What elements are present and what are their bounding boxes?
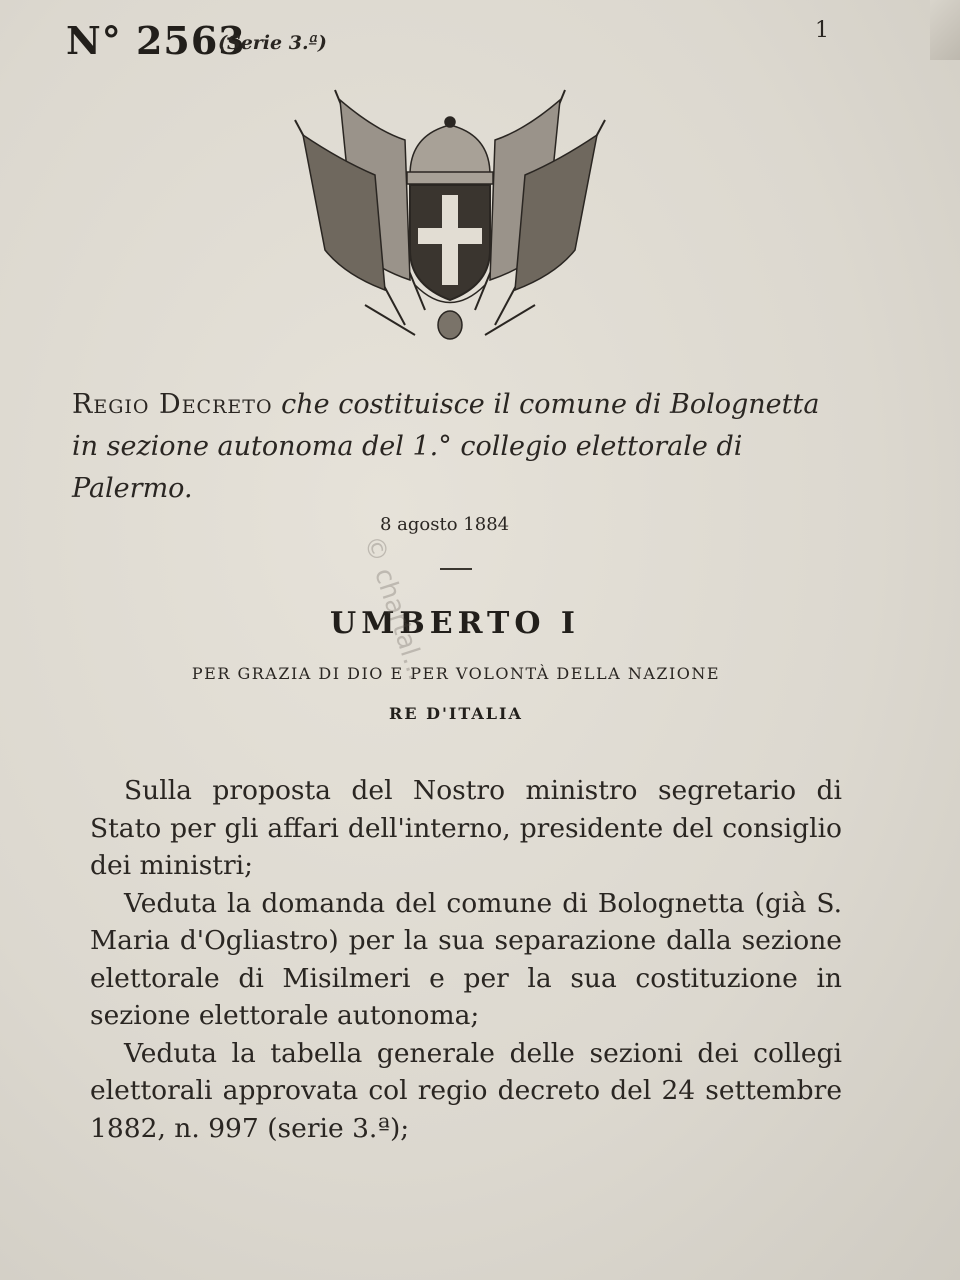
page-corner	[930, 0, 960, 60]
watermark: © chartal...	[357, 532, 433, 684]
page-number: 1	[815, 18, 829, 43]
paragraph-proposta: Sulla proposta del Nostro ministro segretario di Stato per gli affari dell'interno, presidente del consiglio dei ministri;	[90, 775, 842, 881]
paragraph-tabella: Veduta la tabella generale delle sezioni dei collegi elettorali approvata col regio decreto del 24 settembre 1882, n. 997 (serie 3.ª);	[90, 1037, 842, 1144]
decree-serie: (Serie 3.ª)	[218, 32, 327, 54]
divider-rule	[440, 568, 472, 570]
decree-title-lead: Regio Decreto	[72, 389, 273, 420]
decree-title	[72, 384, 852, 510]
paragraph-domanda: Veduta la domanda del comune di Bolognetta (già S. Maria d'Ogliastro) per la sua separazione dalla sezione elettorale di Misilmeri e per la sua costituzione in sezione elettorale autonoma;	[90, 887, 842, 1031]
sovereign-title: RE D'ITALIA	[389, 704, 523, 723]
sovereign-formula: PER GRAZIA DI DIO E PER VOLONTÀ DELLA NAZIONE	[191, 664, 721, 683]
decree-date: 8 agosto 1884	[380, 514, 510, 535]
decree-number: N° 2563	[66, 18, 246, 63]
decree-title-subject: che costituisce il comune di Bolognetta in sezione autonoma del 1.° collegio elettorale di Palermo.	[72, 389, 820, 504]
decree-body	[90, 772, 842, 1147]
sovereign-name: UMBERTO I	[330, 606, 580, 641]
savoy-coat-of-arms-emblem	[285, 80, 615, 345]
